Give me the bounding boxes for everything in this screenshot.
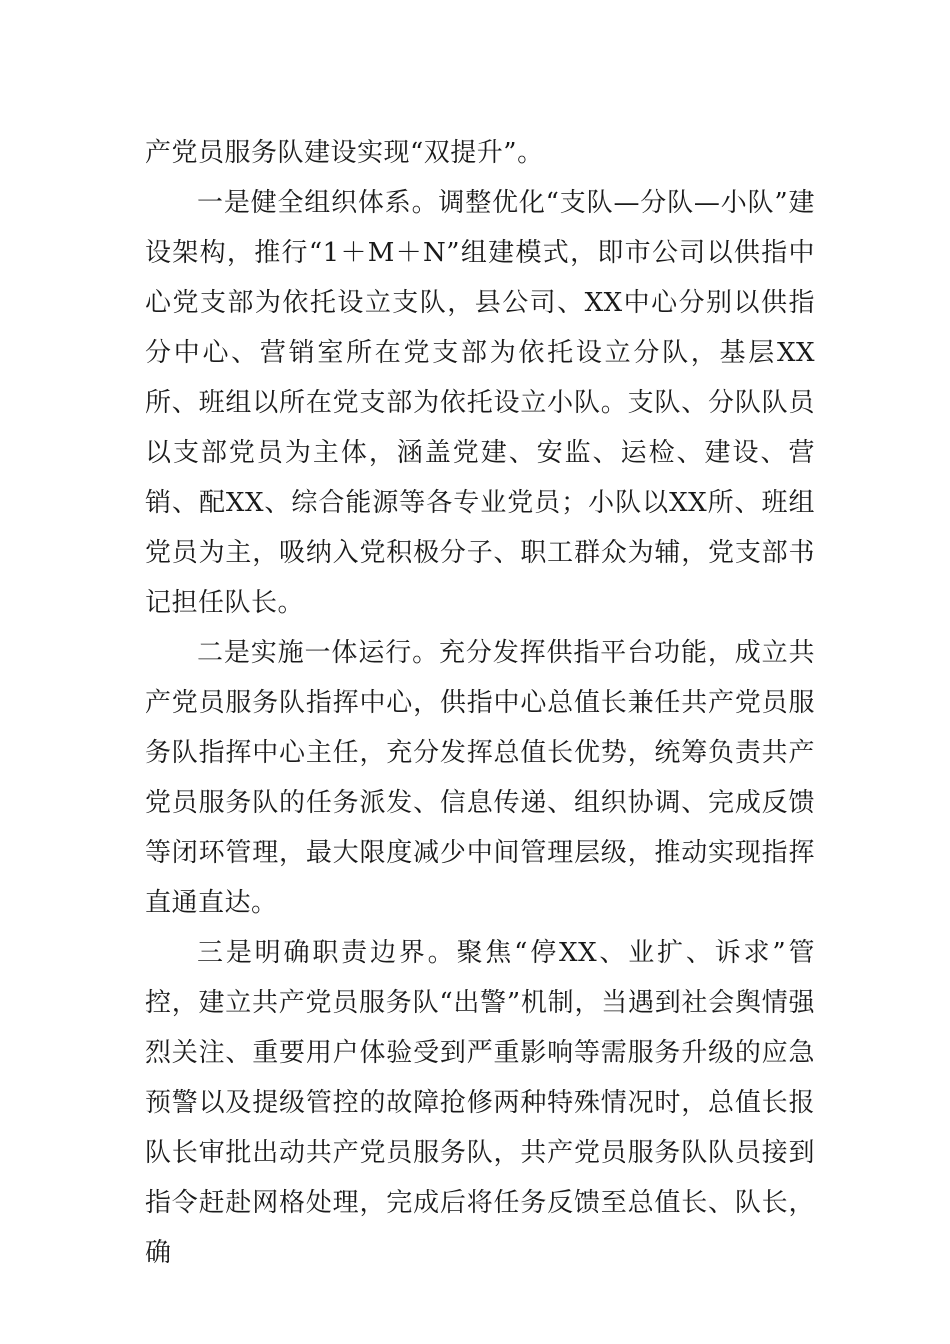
document-body [145, 128, 815, 1278]
paragraph-responsibility-boundary: 三是明确职责边界。聚焦“停XX、业扩、诉求”管控，建立共产党员服务队“出警”机制，当遇到社会舆情强烈关注、重要用户体验受到严重影响等需服务升级的应急预警以及提级管控的故障抢修两种特殊情况时，总值长报队长审批出动共产党员服务队，共产党员服务队队员接到指令赶赴网格处理，完成后将任务反馈至总值长、队长，确 [145, 938, 815, 1268]
paragraph-continuation: 产党员服务队建设实现“双提升”。 [145, 138, 544, 168]
paragraph-organization-system: 一是健全组织体系。调整优化“支队—分队—小队”建设架构，推行“1＋M＋N”组建模式，即市公司以供指中心党支部为依托设立支队，县公司、XX中心分别以供指分中心、营销室所在党支部为依托设立分队，基层XX所、班组以所在党支部为依托设立小队。支队、分队队员以支部党员为主体，涵盖党建、安监、运检、建设、营销、配XX、综合能源等各专业党员；小队以XX所、班组党员为主，吸纳入党积极分子、职工群众为辅，党支部书记担任队长。 [145, 188, 815, 618]
paragraph-integrated-operation: 二是实施一体运行。充分发挥供指平台功能，成立共产党员服务队指挥中心，供指中心总值长兼任共产党员服务队指挥中心主任，充分发挥总值长优势，统筹负责共产党员服务队的任务派发、信息传递、组织协调、完成反馈等闭环管理，最大限度减少中间管理层级，推动实现指挥直通直达。 [145, 638, 815, 918]
